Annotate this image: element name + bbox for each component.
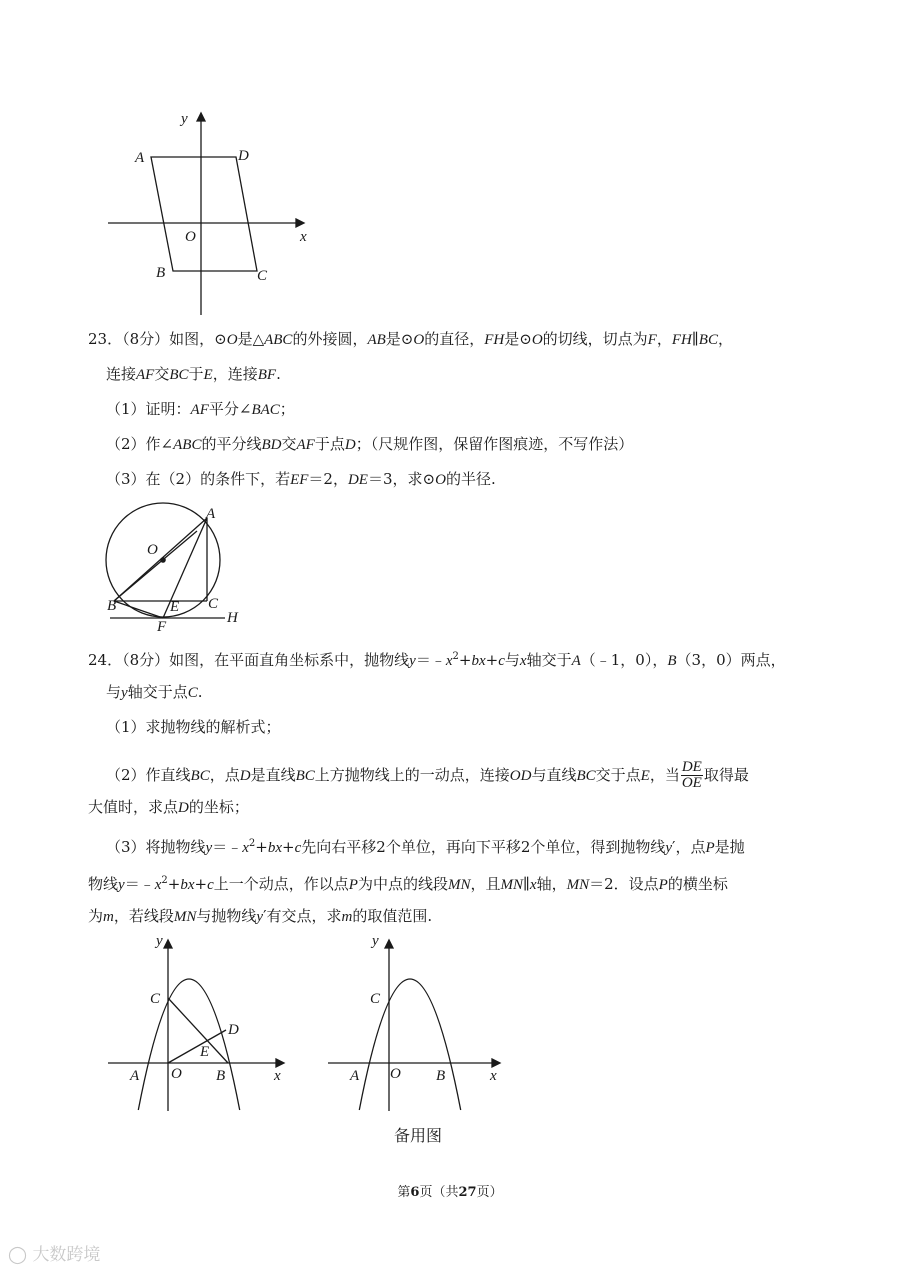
q23-stem-line-1 xyxy=(88,329,733,350)
figure-parabola-main xyxy=(100,928,300,1118)
q24-part-3-line-2 xyxy=(88,871,728,895)
q24-part-3-line-1 xyxy=(106,834,745,858)
q24-stem-text-2: 与y轴交于点C. xyxy=(106,683,203,701)
q24-part-2-text-2: 大值时，求点D的坐标； xyxy=(88,798,249,816)
label-o: O xyxy=(147,542,158,558)
label-e: E xyxy=(170,599,180,615)
label-a: A xyxy=(350,1068,360,1084)
line-bc xyxy=(168,998,228,1063)
label-o: O xyxy=(171,1066,182,1082)
q23-number: 23． xyxy=(88,330,123,348)
label-c: C xyxy=(150,991,161,1007)
figure-parallelogram xyxy=(100,105,320,320)
q24-part-1-text: （1）求抛物线的解析式； xyxy=(106,718,281,736)
q24-score: （8分） xyxy=(122,651,170,669)
segment-od xyxy=(168,1030,226,1063)
q23-part-2 xyxy=(106,434,633,455)
q23-stem-text-2: 连接AF交BC于E，连接BF. xyxy=(106,365,281,383)
page-footer xyxy=(0,1181,900,1200)
q24-part-1 xyxy=(106,717,281,737)
footer-mid: 页（共 xyxy=(419,1185,459,1200)
q24-part-2-line-2 xyxy=(88,797,249,818)
label-o: O xyxy=(390,1066,401,1082)
label-a: A xyxy=(130,1068,140,1084)
footer-total-pages: 27 xyxy=(458,1185,477,1200)
q24-number: 24． xyxy=(88,651,123,669)
q23-part-1 xyxy=(106,399,295,420)
q23-part-3-text: （3）在（2）的条件下，若EF＝2，DE＝3，求⊙O的半径. xyxy=(106,470,496,488)
x-axis-arrow xyxy=(296,219,304,227)
label-b: B xyxy=(156,265,166,281)
label-d: D xyxy=(238,148,249,164)
fraction: $\frac{DE}{OE}$ xyxy=(681,759,702,791)
q23-part-3 xyxy=(106,469,496,490)
label-b: B xyxy=(107,598,117,614)
label-h: H xyxy=(227,610,238,626)
label-o: O xyxy=(185,229,196,245)
watermark-text: 大数跨境 xyxy=(32,1245,101,1265)
y-axis-label: y xyxy=(372,933,379,949)
q24-part-3-text-3: 为m，若线段MN与抛物线y′有交点，求m的取值范围. xyxy=(88,907,433,925)
q24-part-3-text-2: 物线$y=﹣x^2+bx+c$上一个动点，作以点P为中点的线段MN，且MN∥x轴，MN＝2．设点P的横坐标 xyxy=(88,875,728,893)
q23-stem-text-1: 如图，⊙O是△ABC的外接圆，AB是⊙O的直径，FH是⊙O的切线，切点为F，FH∥BC， xyxy=(169,330,733,348)
y-axis-arrow xyxy=(197,113,205,121)
q24-part-3-text-1: （3）将抛物线$y=﹣x^2+bx+c$先向右平移2个单位，再向下平移2个单位，得到抛物线y′，点P是抛 xyxy=(106,838,745,856)
segment-bf xyxy=(114,601,163,618)
y-axis-arrow xyxy=(164,940,172,948)
x-axis-label: x xyxy=(490,1068,497,1084)
footer-prefix: 第 xyxy=(397,1185,411,1200)
x-axis-arrow xyxy=(492,1059,500,1067)
y-axis-arrow xyxy=(385,940,393,948)
q24-stem-line-2 xyxy=(106,682,203,703)
q24-part-3-line-3 xyxy=(88,906,432,927)
parallelogram-abcd xyxy=(151,157,257,271)
x-axis-arrow xyxy=(276,1059,284,1067)
watermark-logo-icon: ◯ xyxy=(8,1245,28,1265)
label-a: A xyxy=(206,506,216,522)
figure-parabola-spare xyxy=(320,928,520,1118)
label-c: C xyxy=(370,991,381,1007)
footer-page-number: 6 xyxy=(410,1185,420,1200)
q24-stem-text-1: 如图，在平面直角坐标系中，抛物线$y=﹣x^2+bx+c$与x轴交于A（﹣1，0），B（3，0）两点， xyxy=(169,651,786,669)
y-axis-label: y xyxy=(156,933,163,949)
label-f: F xyxy=(157,619,167,635)
label-a: A xyxy=(135,150,145,166)
footer-suffix: 页） xyxy=(476,1185,503,1200)
label-c: C xyxy=(257,268,268,284)
q23-score: （8分） xyxy=(122,330,170,348)
figure-circle xyxy=(95,498,265,638)
q24-part-2-line-1 xyxy=(106,760,749,791)
q24-stem-line-1 xyxy=(88,647,786,671)
y-axis-label: y xyxy=(181,111,188,127)
label-b: B xyxy=(436,1068,446,1084)
label-d: D xyxy=(228,1022,239,1038)
q23-part-1-text: （1）证明：AF平分∠BAC； xyxy=(106,400,295,418)
label-b: B xyxy=(216,1068,226,1084)
label-c: C xyxy=(208,596,219,612)
watermark xyxy=(8,1240,100,1265)
center-dot xyxy=(160,557,166,563)
x-axis-label: x xyxy=(300,229,307,245)
q24-part-2-text-1: （2）作直线BC，点D是直线BC上方抛物线上的一动点，连接OD与直线BC交于点E，当 $\frac{DE}{OE}$ 取得最 xyxy=(106,759,749,791)
q23-stem-line-2 xyxy=(106,364,281,385)
q23-part-2-text: （2）作∠ABC的平分线BD交AF于点D；（尺规作图，保留作图痕迹，不写作法） xyxy=(106,435,634,453)
x-axis-label: x xyxy=(274,1068,281,1084)
label-e: E xyxy=(200,1044,210,1060)
spare-figure-caption: 备用图 xyxy=(394,1126,443,1145)
